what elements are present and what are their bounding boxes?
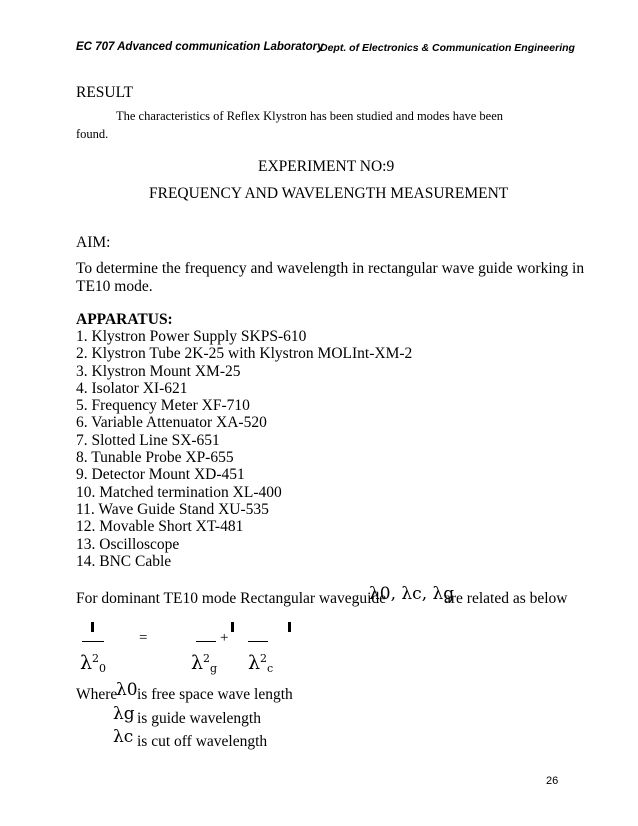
lambda-c-symbol: λc: [113, 727, 134, 747]
result-line-2: found.: [76, 127, 109, 141]
apparatus-item: 8. Tunable Probe XP-655: [76, 449, 234, 467]
lambda-g-symbol: λg: [113, 704, 135, 724]
aim-line-1: To determine the frequency and wavelength in rectangular wave guide working in: [76, 260, 585, 277]
experiment-number: EXPERIMENT NO:9: [258, 158, 395, 175]
fraction-bar: [82, 641, 104, 642]
numerator-one-mark: [91, 622, 94, 632]
relation-prefix: For dominant TE10 mode Rectangular waveguide: [76, 590, 387, 607]
apparatus-item: 9. Detector Mount XD-451: [76, 466, 245, 484]
apparatus-heading: APPARATUS:: [76, 311, 173, 328]
lambda-g-definition: is guide wavelength: [137, 710, 261, 727]
denominator-lambda-g: $\lambda^2g$: [191, 652, 218, 675]
lambda-0-definition: is free space wave length: [137, 686, 293, 703]
formula-equals: =: [139, 630, 148, 646]
apparatus-item: 6. Variable Attenuator XA-520: [76, 414, 267, 432]
apparatus-list: [76, 328, 412, 570]
page-number: 26: [546, 775, 559, 787]
apparatus-item: 11. Wave Guide Stand XU-535: [76, 500, 269, 518]
formula-plus: +: [220, 630, 229, 646]
relation-symbols: λ0, λc, λg: [369, 584, 455, 604]
relation-suffix: are related as below: [444, 590, 568, 607]
experiment-title: FREQUENCY AND WAVELENGTH MEASUREMENT: [149, 185, 509, 202]
result-heading: RESULT: [76, 84, 134, 101]
result-line-1: The characteristics of Reflex Klystron has been studied and modes have been: [116, 109, 504, 123]
fraction-bar: [248, 641, 268, 642]
fraction-bar: [196, 641, 216, 642]
apparatus-item: 12. Movable Short XT-481: [76, 518, 244, 536]
aim-heading: AIM:: [76, 234, 111, 251]
apparatus-item: 5. Frequency Meter XF-710: [76, 397, 250, 415]
header-department: Dept. of Electronics & Communication Engineering: [320, 42, 575, 54]
denominator-lambda-c: $\lambda^2c$: [248, 652, 274, 675]
header-course: EC 707 Advanced communication Laboratory: [76, 41, 324, 53]
apparatus-item: 3. Klystron Mount XM-25: [76, 362, 241, 380]
aim-line-2: TE10 mode.: [76, 278, 153, 295]
apparatus-item: 14. BNC Cable: [76, 552, 172, 570]
apparatus-item: 4. Isolator XI-621: [76, 379, 188, 397]
apparatus-item: 7. Slotted Line SX-651: [76, 431, 220, 449]
apparatus-item: 2. Klystron Tube 2K-25 with Klystron MOLInt-XM-2: [76, 345, 413, 363]
lambda-0-symbol: λ0: [116, 680, 138, 700]
apparatus-item: 10. Matched termination XL-400: [76, 483, 282, 501]
where-label: Where: [76, 686, 118, 703]
numerator-one-mark: [288, 622, 291, 632]
denominator-lambda-0: $\lambda^20$: [80, 652, 107, 675]
lambda-c-definition: is cut off wavelength: [137, 733, 268, 750]
apparatus-item: 13. Oscilloscope: [76, 535, 180, 553]
apparatus-item: 1. Klystron Power Supply SKPS-610: [76, 328, 307, 345]
numerator-one-mark: [231, 622, 234, 632]
